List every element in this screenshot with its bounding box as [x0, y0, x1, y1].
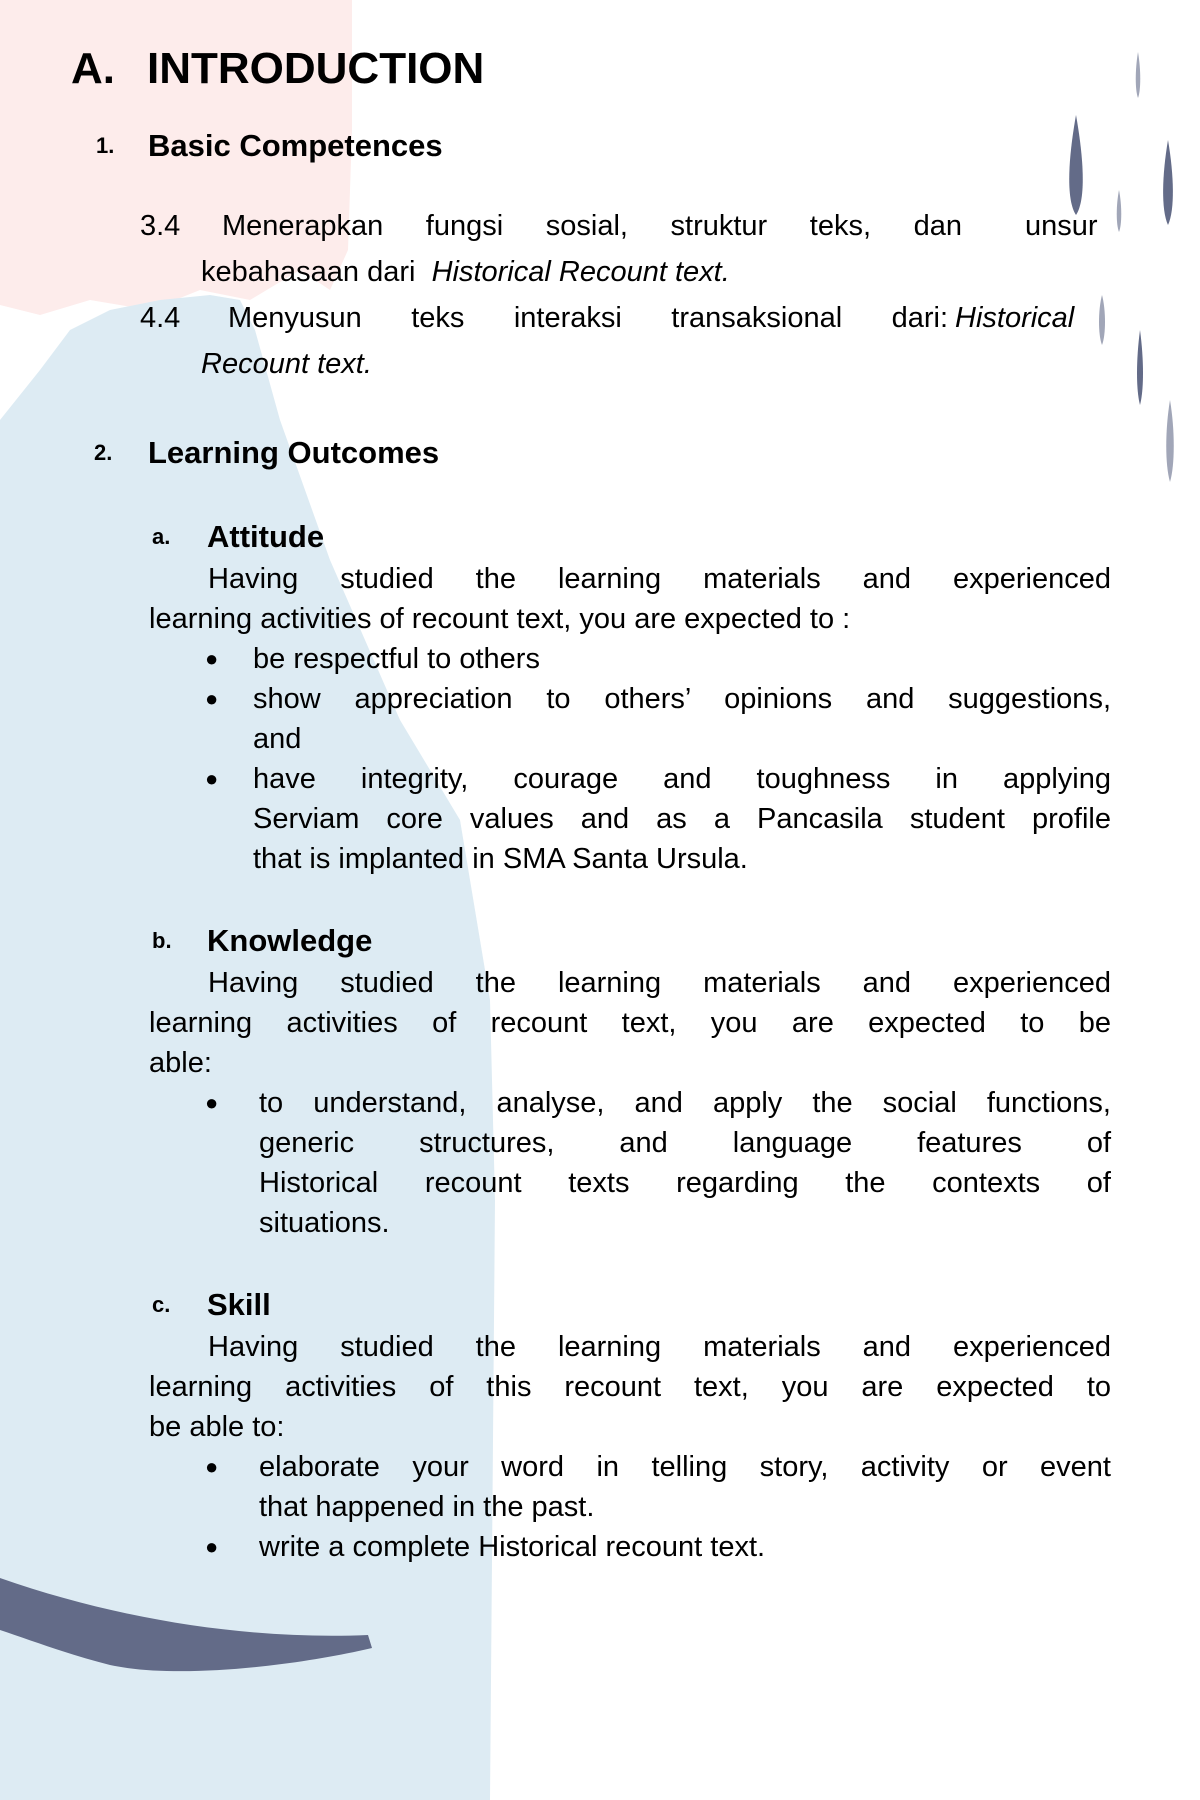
intro-line [208, 963, 1111, 1003]
bullet-icon: ● [205, 686, 219, 711]
intro-line: be able to: [149, 1411, 285, 1443]
bullet-icon: ● [205, 1534, 219, 1559]
skill-heading: Skill [207, 1287, 271, 1322]
text-line: to understand, analyse, and apply the social functions, [259, 1087, 1111, 1119]
section-heading: Basic Competences [148, 128, 443, 163]
section-letter: A. [71, 44, 115, 93]
text-line: Having studied the learning materials and experienced [208, 967, 1111, 999]
bullet-text [259, 1123, 1111, 1163]
text-line: Having studied the learning materials and experienced [208, 1331, 1111, 1363]
intro-line [208, 559, 1111, 599]
bullet-text [253, 759, 1111, 799]
intro-line: able: [149, 1047, 212, 1079]
competence-text-italic: Recount text. [201, 348, 372, 380]
competence-text-end: unsur [1025, 210, 1098, 242]
bullet-text [253, 799, 1111, 839]
competence-text-italic: Historical [955, 302, 1075, 334]
text-line: elaborate your word in telling story, activity or event [259, 1451, 1111, 1483]
bullet-text: that happened in the past. [259, 1491, 595, 1523]
text-line: Having studied the learning materials and experienced [208, 563, 1111, 595]
bullet-text: be respectful to others [253, 643, 540, 675]
intro-line: learning activities of recount text, you are expected to : [149, 603, 851, 635]
bullet-text: and [253, 723, 302, 755]
competence-text: kebahasaan dari Historical Recount text. [201, 256, 730, 288]
competence-text: Menerapkan fungsi sosial, struktur teks, dan [222, 210, 962, 242]
text-line: Historical recount texts regarding the contexts of [259, 1167, 1111, 1199]
attitude-heading: Attitude [207, 519, 325, 554]
competence-text: Menyusun teks interaksi transaksional dari: [228, 302, 948, 334]
knowledge-letter: b. [152, 928, 172, 953]
bullet-text [259, 1447, 1111, 1487]
competence-code: 4.4 [140, 302, 181, 334]
raindrop-icons [1069, 52, 1174, 482]
section-heading: Learning Outcomes [148, 435, 440, 470]
section-number: 1. [96, 133, 115, 158]
skill-letter: c. [152, 1292, 171, 1317]
section-number: 2. [94, 440, 113, 465]
page-title: INTRODUCTION [147, 44, 485, 93]
text-line: learning activities of recount text, you are expected to be [149, 1007, 1111, 1039]
knowledge-heading: Knowledge [207, 923, 373, 958]
bullet-text: that is implanted in SMA Santa Ursula. [253, 843, 748, 875]
bullet-icon: ● [205, 1090, 219, 1115]
text-line: learning activities of this recount text, you are expected to [149, 1371, 1111, 1403]
intro-line [208, 1327, 1111, 1367]
text-line: have integrity, courage and toughness in applying [253, 763, 1111, 795]
bullet-icon: ● [205, 646, 219, 671]
bullet-text [259, 1163, 1111, 1203]
competence-code: 3.4 [140, 210, 181, 242]
bullet-icon: ● [205, 766, 219, 791]
text-line: Serviam core values and as a Pancasila student profile [253, 803, 1111, 835]
bullet-text [259, 1083, 1111, 1123]
intro-line [149, 1003, 1111, 1043]
bullet-icon: ● [205, 1454, 219, 1479]
bullet-text: situations. [259, 1207, 390, 1239]
intro-line [149, 1367, 1111, 1407]
text-line: show appreciation to others’ opinions and suggestions, [253, 683, 1111, 715]
attitude-letter: a. [152, 524, 171, 549]
bullet-text [253, 679, 1111, 719]
bullet-text: write a complete Historical recount text. [259, 1531, 766, 1563]
text-line: generic structures, and language features of [259, 1127, 1111, 1159]
